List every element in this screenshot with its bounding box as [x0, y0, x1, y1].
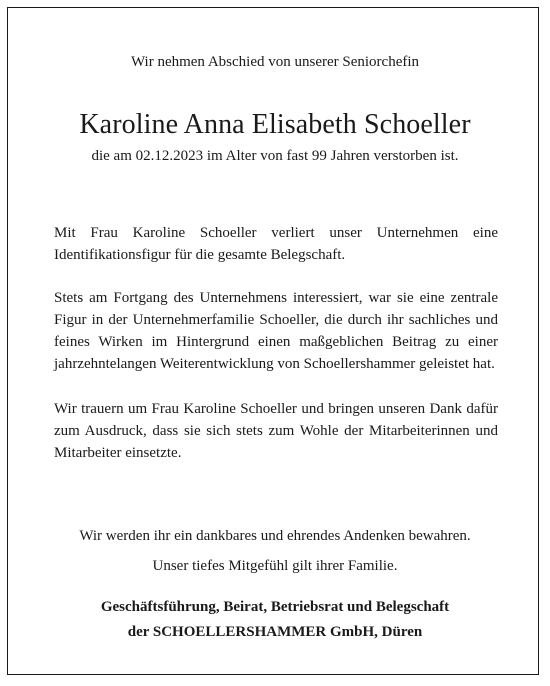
closing-remembrance: Wir werden ihr ein dankbares und ehrendes Andenken bewahren. — [79, 528, 471, 544]
death-date-line: die am 02.12.2023 im Alter von fast 99 Jahren verstorben ist. — [91, 148, 459, 164]
intro-line: Wir nehmen Abschied von unserer Seniorchefin — [130, 54, 420, 70]
paragraph-mourning: Wir trauern um Frau Karoline Schoeller und bringen unseren Dank dafür zum Ausdruck, dass sie sich stets zum Wohle der Mitarbeiterinnen und Mitarbeiter einsetzte. — [54, 401, 498, 461]
signature-company: der SCHOELLERSHAMMER GmbH, Düren — [127, 624, 423, 640]
paragraph-company-role: Stets am Fortgang des Unternehmens interessiert, war sie eine zentrale Figur in der Unternehmerfamilie Schoeller, die durch ihr sachliches und feines Wirken im Hintergrund einen maßgeblichen Beitrag zu einer jahrzehntelangen Weiterentwicklung von Schoellershammer geleistet hat. — [54, 290, 498, 372]
closing-condolence: Unser tiefes Mitgefühl gilt ihrer Familie. — [152, 558, 398, 574]
paragraph-identification: Mit Frau Karoline Schoeller verliert unser Unternehmen eine Identifikationsfigur für die gesamte Belegschaft. — [54, 225, 498, 263]
signature-groups: Geschäftsführung, Beirat, Betriebsrat und Belegschaft — [100, 599, 450, 615]
deceased-name: Karoline Anna Elisabeth Schoeller — [79, 109, 471, 140]
